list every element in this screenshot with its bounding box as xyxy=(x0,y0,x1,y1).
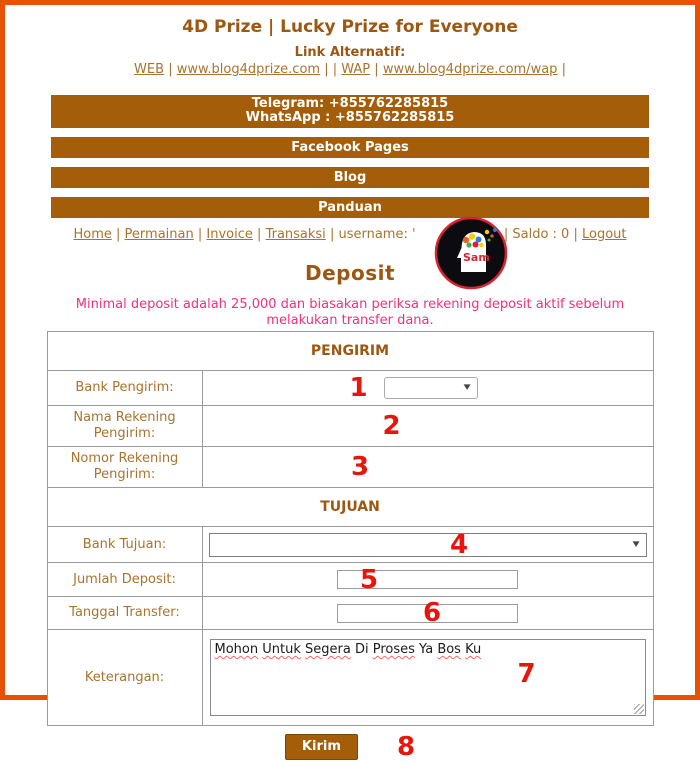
annotation-7: 7 xyxy=(517,658,536,689)
chevron-down-icon: ▼ xyxy=(463,383,471,392)
kirim-submit-button[interactable]: Kirim xyxy=(285,734,358,760)
pengirim-section-header: PENGIRIM xyxy=(47,332,653,371)
bank-tujuan-select[interactable] xyxy=(209,530,647,561)
contact-banner[interactable] xyxy=(51,95,649,128)
separator: | xyxy=(503,227,509,242)
separator: | | xyxy=(324,62,338,77)
tujuan-section-header: TUJUAN xyxy=(47,488,653,527)
bank-tujuan-row xyxy=(47,527,653,563)
nav-transaksi-link[interactable]: Transaksi xyxy=(265,227,326,242)
section-header-row xyxy=(47,488,653,527)
tanggal-transfer-label: Tanggal Transfer: xyxy=(47,597,202,630)
keterangan-field xyxy=(202,630,653,726)
web-url-link[interactable]: www.blog4dprize.com xyxy=(176,62,321,77)
separator: | xyxy=(168,62,173,77)
separator: | xyxy=(561,62,566,77)
username-label: username: ' xyxy=(338,227,416,242)
page-title: 4D Prize | Lucky Prize for Everyone xyxy=(182,17,518,37)
nav-permainan-link[interactable]: Permainan xyxy=(124,227,194,242)
annotation-8: 8 xyxy=(396,732,416,762)
annotation-5: 5 xyxy=(359,564,379,595)
facebook-pages-banner[interactable]: Facebook Pages xyxy=(51,137,649,158)
nav-home-link[interactable]: Home xyxy=(73,227,112,242)
nomor-rekening-row xyxy=(47,447,653,488)
jumlah-deposit-field xyxy=(202,563,653,597)
minimal-deposit-notice: Minimal deposit adalah 25,000 dan biasakan periksa rekening deposit aktif sebelum melakukan transfer dana. xyxy=(75,297,625,328)
deposit-form-table xyxy=(47,331,654,726)
whatsapp-contact: WhatsApp : +855762285815 xyxy=(245,110,455,125)
panduan-banner[interactable]: Panduan xyxy=(51,197,649,218)
wap-link[interactable]: WAP xyxy=(341,62,371,77)
nama-rekening-field[interactable] xyxy=(202,406,653,447)
jumlah-deposit-row xyxy=(47,563,653,597)
bank-pengirim-row xyxy=(47,371,653,406)
nav-logout-link[interactable]: Logout xyxy=(582,227,627,242)
sam-avatar-icon xyxy=(434,216,508,290)
annotation-6: 6 xyxy=(422,598,442,628)
keterangan-textarea[interactable] xyxy=(210,639,646,716)
section-header-row xyxy=(47,332,653,371)
resize-handle-icon[interactable] xyxy=(634,704,644,714)
keterangan-row xyxy=(47,630,653,726)
site-logo xyxy=(434,216,508,290)
annotation-4: 4 xyxy=(449,530,469,561)
nomor-rekening-label: Nomor Rekening Pengirim: xyxy=(47,447,202,488)
submit-row xyxy=(5,734,695,760)
tanggal-transfer-row xyxy=(47,597,653,630)
nama-rekening-label: Nama Rekening Pengirim: xyxy=(47,406,202,447)
separator: | xyxy=(374,62,379,77)
wap-url-link[interactable]: www.blog4dprize.com/wap xyxy=(382,62,558,77)
nomor-rekening-field[interactable] xyxy=(202,447,653,488)
bank-tujuan-field xyxy=(202,527,653,563)
separator: | xyxy=(257,227,262,242)
deposit-page-title: Deposit xyxy=(304,261,396,285)
saldo-label: Saldo : 0 xyxy=(512,227,570,242)
link-alternatif-label: Link Alternatif: xyxy=(294,45,406,60)
annotation-2: 2 xyxy=(382,411,401,441)
annotation-3: 3 xyxy=(350,452,370,482)
bank-pengirim-select[interactable] xyxy=(384,377,478,399)
separator: | xyxy=(116,227,121,242)
bank-pengirim-field xyxy=(202,371,653,406)
separator: | xyxy=(197,227,203,242)
main-nav xyxy=(5,227,695,242)
logo-text: Sam xyxy=(463,251,490,264)
web-link[interactable]: WEB xyxy=(134,62,165,77)
tanggal-transfer-field xyxy=(202,597,653,630)
separator: | xyxy=(329,227,335,242)
nav-invoice-link[interactable]: Invoice xyxy=(206,227,253,242)
banner-list xyxy=(51,95,649,218)
jumlah-deposit-label: Jumlah Deposit: xyxy=(47,563,202,597)
telegram-contact: Telegram: +855762285815 xyxy=(251,96,449,111)
keterangan-text: Mohon Untuk Segera Di Proses Ya Bos Ku xyxy=(214,642,482,657)
annotation-1: 1 xyxy=(349,373,368,403)
bank-tujuan-label: Bank Tujuan: xyxy=(47,527,202,563)
keterangan-label: Keterangan: xyxy=(47,630,202,726)
bank-pengirim-label: Bank Pengirim: xyxy=(47,371,202,406)
blog-banner[interactable]: Blog xyxy=(51,167,649,188)
chevron-down-icon: ▼ xyxy=(632,540,640,548)
alternative-links xyxy=(5,62,695,77)
nama-rekening-row xyxy=(47,406,653,447)
separator: | xyxy=(573,227,578,242)
